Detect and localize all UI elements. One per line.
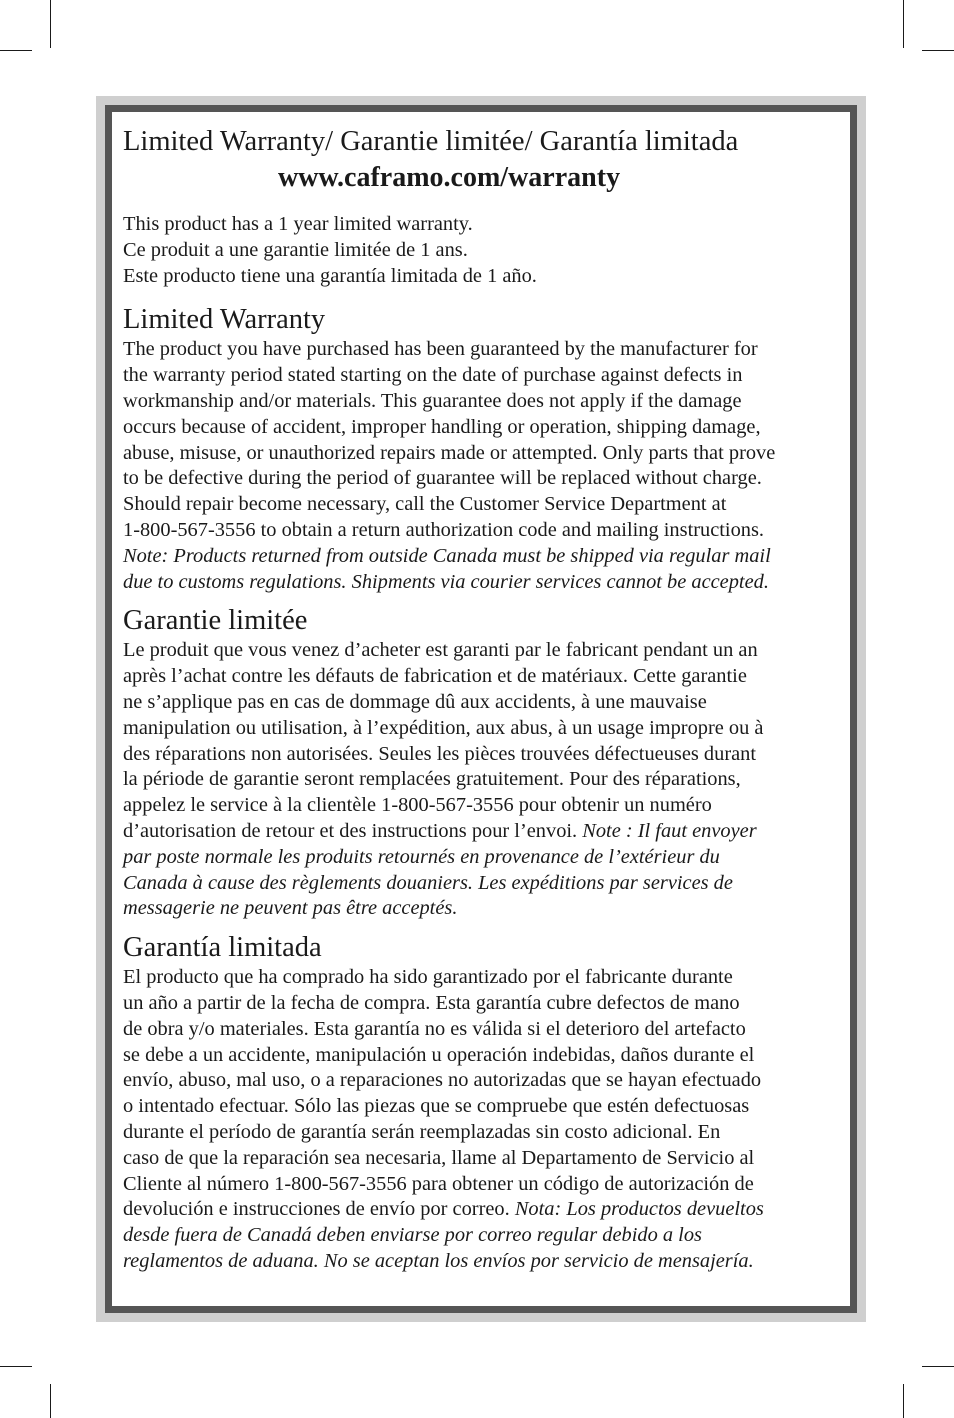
page-title: Limited Warranty/ Garantie limitée/ Garantía limitada — [123, 126, 739, 157]
body-line: durante el período de garantía serán reemplazadas sin costo adicional. En — [123, 1120, 721, 1143]
intro-block — [123, 212, 823, 289]
note-line: Canada à cause des règlements douaniers. Les expéditions par services de — [123, 871, 733, 894]
section-english — [123, 303, 823, 595]
body-line: 1-800-567-3556 to obtain a return authorization code and mailing instructions. — [123, 518, 765, 541]
body-line: Should repair become necessary, call the Customer Service Department at — [123, 493, 727, 516]
body-line: Cliente al número 1-800-567-3556 para obtener un código de autorización de — [123, 1172, 754, 1195]
note-line: messagerie ne peuvent pas être acceptés. — [123, 897, 458, 920]
body-line: o intentado efectuar. Sólo las piezas que se compruebe que estén defectuosas — [123, 1095, 750, 1118]
note-line: reglamentos de aduana. No se aceptan los envíos por servicio de mensajería. — [123, 1249, 754, 1272]
body-line: appelez le service à la clientèle 1-800-567-3556 pour obtenir un numéro — [123, 794, 712, 817]
section-title: Garantie limitée — [123, 605, 308, 637]
body-line: the warranty period stated starting on the date of purchase against defects in — [123, 364, 743, 387]
body-line: caso de que la reparación sea necesaria, llame al Departamento de Servicio al — [123, 1146, 755, 1169]
body-text: d’autorisation de retour et des instructions pour l’envoi. — [123, 819, 583, 842]
section-french — [123, 604, 823, 922]
body-line: Le produit que vous venez d’acheter est garanti par le fabricant pendant un an — [123, 639, 758, 662]
crop-mark — [903, 0, 904, 48]
crop-mark — [903, 1384, 904, 1418]
body-line: abuse, misuse, or unauthorized repairs made or attempted. Only parts that prove — [123, 441, 776, 464]
body-line: El producto que ha comprado ha sido garantizado por el fabricante durante — [123, 966, 733, 989]
intro-line: This product has a 1 year limited warranty. — [123, 213, 473, 235]
body-line: après l’achat contre les défauts de fabrication et de matériaux. Cette garantie — [123, 665, 747, 688]
body-line — [123, 819, 823, 845]
body-line — [123, 1197, 823, 1223]
note-line: due to customs regulations. Shipments via courier services cannot be accepted. — [123, 570, 769, 593]
crop-mark — [922, 1366, 954, 1367]
note-text: Note : Il faut envoyer — [582, 819, 757, 842]
section-title: Garantía limitada — [123, 932, 322, 964]
intro-line: Ce produit a une garantie limitée de 1 ans. — [123, 238, 468, 261]
body-text: devolución e instrucciones de envío por correo. — [123, 1198, 515, 1221]
note-line: par poste normale les produits retournés en provenance de l’extérieur du — [123, 845, 720, 868]
note-line: Note: Products returned from outside Canada must be shipped via regular mail — [123, 544, 771, 567]
crop-mark — [50, 1384, 51, 1418]
note-line: desde fuera de Canadá deben enviarse por correo regular debido a los — [123, 1224, 702, 1247]
body-line: de obra y/o materiales. Esta garantía no es válida si el deterioro del artefacto — [123, 1017, 746, 1040]
section-title: Limited Warranty — [123, 304, 326, 336]
body-line: workmanship and/or materials. This guarantee does not apply if the damage — [123, 389, 742, 412]
body-line: manipulation ou utilisation, à l’expédition, aux abus, à un usage impropre ou à — [123, 716, 764, 739]
body-line: se debe a un accidente, manipulación u operación indebidas, daños durante el — [123, 1043, 755, 1066]
body-line: occurs because of accident, improper handling or operation, shipping damage, — [123, 415, 761, 438]
body-line: la période de garantie seront remplacées gratuitement. Pour des réparations, — [123, 768, 741, 791]
crop-mark — [50, 0, 51, 48]
body-line: des réparations non autorisées. Seules les pièces trouvées défectueuses durant — [123, 742, 757, 765]
body-line: envío, abuso, mal uso, o a reparaciones no autorizadas que se hayan efectuado — [123, 1069, 762, 1092]
body-line: The product you have purchased has been guaranteed by the manufacturer for — [123, 338, 758, 361]
crop-mark — [0, 1366, 32, 1367]
body-line: un año a partir de la fecha de compra. Esta garantía cubre defectos de mano — [123, 991, 740, 1014]
crop-mark — [0, 50, 32, 51]
body-line: ne s’applique pas en cas de dommage dû aux accidents, à une mauvaise — [123, 690, 707, 713]
crop-mark — [922, 50, 954, 51]
note-text: Nota: Los productos devueltos — [514, 1198, 764, 1221]
warranty-card — [123, 124, 823, 1275]
warranty-url: www.caframo.com/warranty — [277, 162, 621, 193]
body-line: to be defective during the period of guarantee will be replaced without charge. — [123, 467, 762, 490]
intro-line: Este producto tiene una garantía limitada de 1 año. — [123, 264, 537, 287]
section-spanish — [123, 931, 823, 1275]
